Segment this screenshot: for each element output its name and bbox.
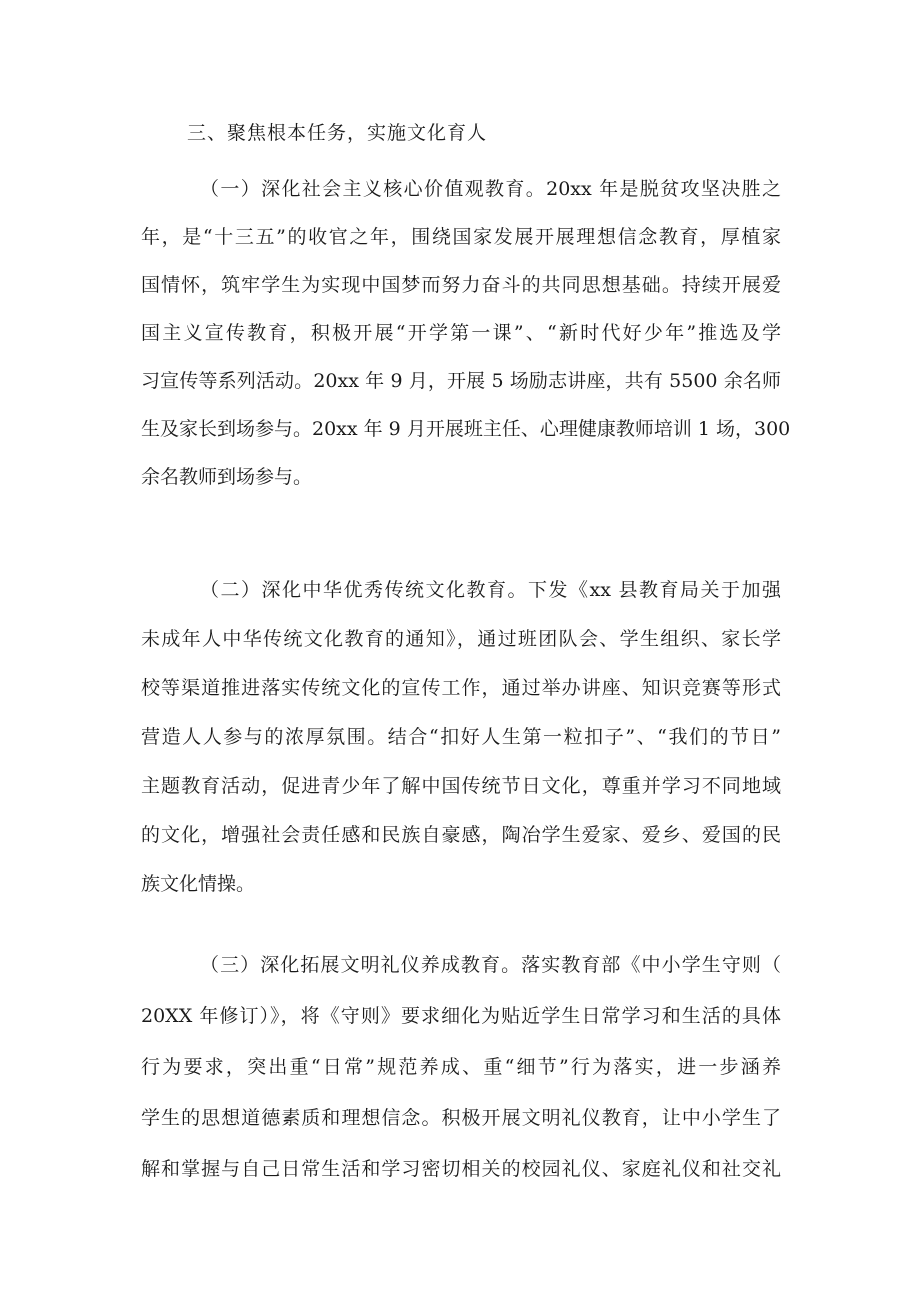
paragraph-line: 解和掌握与自己日常生活和学习密切相关的校园礼仪、家庭礼仪和社交礼 (141, 1158, 781, 1180)
section-heading: 三、聚焦根本任务，实施文化育人 (187, 122, 488, 144)
paragraph-line: 未成年人中华传统文化教育的通知》，通过班团队会、学生组织、家长学 (141, 628, 781, 650)
paragraph-line: 余名教师到场参与。 (141, 466, 313, 488)
paragraph-line: 主题教育活动，促进青少年了解中国传统节日文化，尊重并学习不同地域 (141, 775, 781, 797)
paragraph-line: 国情怀，筑牢学生为实现中国梦而努力奋斗的共同思想基础。持续开展爱 (141, 274, 781, 296)
paragraph-line: 年，是“十三五”的收官之年，围绕国家发展开展理想信念教育，厚植家 (141, 226, 781, 248)
paragraph-line: 20XX 年修订）》，将《守则》要求细化为贴近学生日常学习和生活的具体 (141, 1005, 781, 1027)
paragraph-line: （一）深化社会主义核心价值观教育。20xx 年是脱贫攻坚决胜之 (200, 178, 781, 200)
paragraph-line: 族文化情操。 (141, 873, 256, 895)
paragraph-line: 国主义宣传教育，积极开展“开学第一课”、“新时代好少年”推选及学 (141, 322, 781, 344)
paragraph-line: （三）深化拓展文明礼仪养成教育。落实教育部《中小学生守则（ (200, 954, 781, 976)
paragraph-line: 的文化，增强社会责任感和民族自豪感，陶冶学生爱家、爱乡、爱国的民 (141, 824, 781, 846)
paragraph-line: 营造人人参与的浓厚氛围。结合“扣好人生第一粒扣子”、“我们的节日” (141, 726, 781, 748)
paragraph-line: （二）深化中华优秀传统文化教育。下发《xx 县教育局关于加强 (200, 579, 781, 601)
paragraph-line: 校等渠道推进落实传统文化的宣传工作，通过举办讲座、知识竞赛等形式 (141, 677, 781, 699)
paragraph-line: 生及家长到场参与。20xx 年 9 月开展班主任、心理健康教师培训 1 场，300 (141, 418, 791, 440)
paragraph-line: 学生的思想道德素质和理想信念。积极开展文明礼仪教育，让中小学生了 (141, 1107, 781, 1129)
paragraph-line: 行为要求，突出重“日常”规范养成、重“细节”行为落实，进一步涵养 (141, 1056, 781, 1078)
paragraph-line: 习宣传等系列活动。20xx 年 9 月，开展 5 场励志讲座，共有 5500 余名师 (141, 370, 781, 392)
